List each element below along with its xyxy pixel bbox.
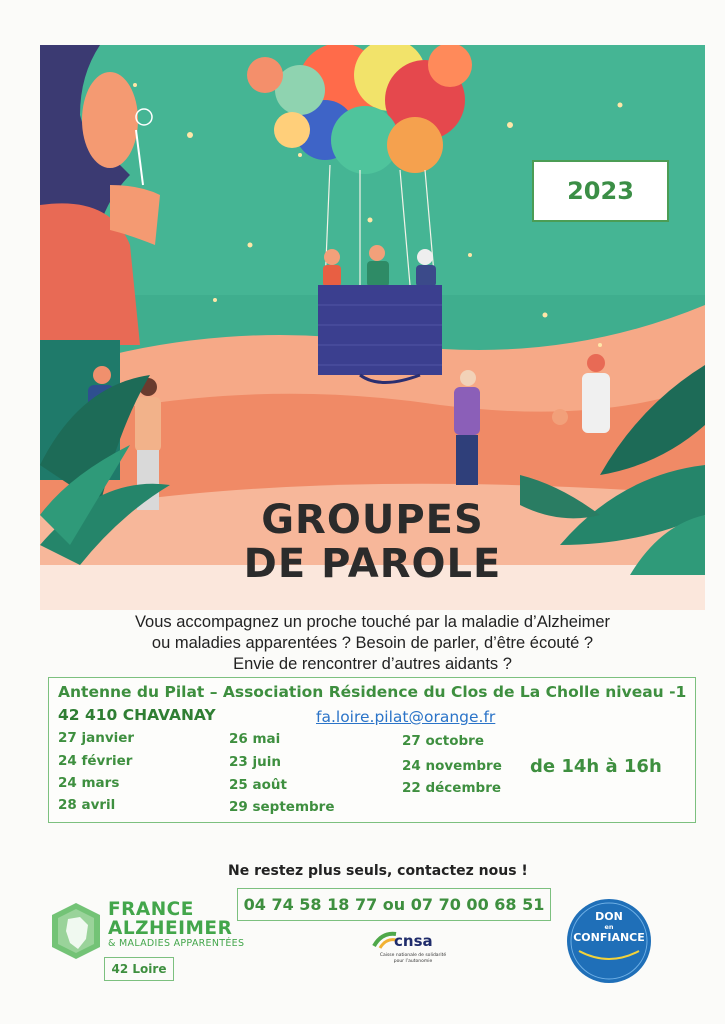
date-item: 25 août bbox=[229, 777, 287, 793]
confiance-word: CONFIANCE bbox=[573, 931, 645, 944]
poster-title-line-2: DE PAROLE bbox=[243, 541, 502, 587]
date-item: 22 décembre bbox=[402, 780, 502, 796]
contact-email-link[interactable]: fa.loire.pilat@orange.fr bbox=[316, 708, 496, 726]
date-item: 24 mars bbox=[58, 775, 120, 791]
don-word: DON bbox=[595, 910, 623, 923]
venue-address: Antenne du Pilat – Association Résidence du Clos de La Cholle niveau -1 bbox=[58, 683, 687, 701]
cnsa-subtitle: Caisse nationale de solidarité pour l’autonomie bbox=[379, 953, 447, 964]
date-item: 29 septembre bbox=[229, 799, 335, 815]
france-alzheimer-wordmark bbox=[108, 900, 244, 950]
intro-text-line-3: Envie de rencontrer d’autres aidants ? bbox=[233, 655, 512, 673]
fa-name-line-2: ALZHEIMER bbox=[108, 918, 233, 939]
intro-text-line-2: ou maladies apparentées ? Besoin de parler, d’être écouté ? bbox=[151, 634, 594, 652]
session-hours: de 14h à 16h bbox=[530, 756, 662, 777]
contact-tagline: Ne restez plus seuls, contactez nous ! bbox=[228, 863, 528, 879]
date-item: 27 octobre bbox=[402, 733, 484, 749]
poster-title-line-1: GROUPES bbox=[261, 497, 484, 543]
cnsa-wordmark: cnsa bbox=[394, 932, 433, 950]
en-word: en bbox=[604, 923, 614, 931]
date-item: 23 juin bbox=[229, 754, 281, 770]
date-item: 24 novembre bbox=[402, 758, 502, 774]
date-item: 24 février bbox=[58, 753, 133, 769]
local-branch-badge: 42 Loire bbox=[104, 957, 174, 981]
date-item: 26 mai bbox=[229, 731, 281, 747]
don-en-confiance-wordmark bbox=[565, 910, 653, 944]
phone-numbers: 04 74 58 18 77 ou 07 70 00 68 51 bbox=[237, 888, 551, 921]
year-badge: 2023 bbox=[532, 160, 669, 222]
fa-name-line-1: FRANCE bbox=[108, 899, 194, 920]
date-item: 28 avril bbox=[58, 797, 116, 813]
intro-text-line-1: Vous accompagnez un proche touché par la maladie d’Alzheimer bbox=[134, 613, 611, 631]
venue-city: 42 410 CHAVANAY bbox=[58, 706, 216, 724]
fa-name-line-3: & MALADIES APPARENTÉES bbox=[108, 938, 245, 949]
date-item: 27 janvier bbox=[58, 730, 135, 746]
